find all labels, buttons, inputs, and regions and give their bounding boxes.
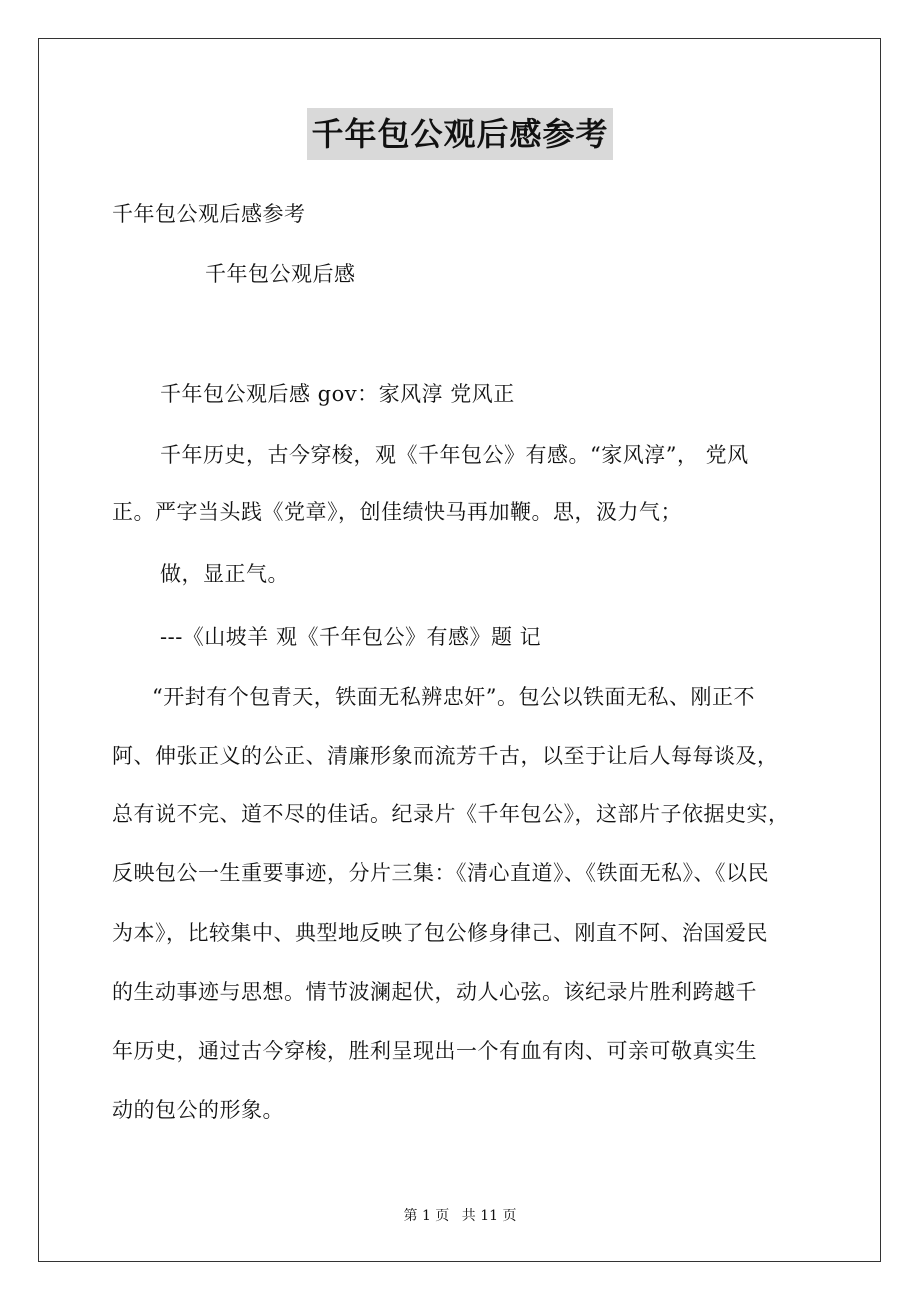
text-line-10: 为本》，比较集中、典型地反映了包公修身律己、刚直不阿、治国爱民 [112,921,768,945]
text-line-9: 反映包公一生重要事迹，分片三集：《清心直道》、《铁面无私》、《以民 [112,861,769,885]
subtitle: 千年包公观后感参考 [112,202,306,226]
page-number: 第 1 页 [403,1208,450,1224]
text-line-2: 千年历史，古今穿梭，观《千年包公》有感。“家风淳”， 党风 [160,443,749,467]
text-line-8: 总有说不完、道不尽的佳话。纪录片《千年包公》，这部片子依据史实， [112,802,790,826]
heading: 千年包公观后感 [205,262,356,286]
text-line-7: 阿、伸张正义的公正、清廉形象而流芳千古，以至于让后人每每谈及， [112,744,779,768]
document-title: 千年包公观后感参考 [307,108,612,160]
text-line-12: 年历史，通过古今穿梭，胜利呈现出一个有血有肉、可亲可敬真实生 [112,1039,757,1063]
text-line-3: 正。严字当头践《党章》，创佳绩快马再加鞭。思，汲力气； [112,500,682,524]
title-container [0,108,920,160]
text-line-11: 的生动事迹与思想。情节波澜起伏，动人心弦。该纪录片胜利跨越千 [112,980,757,1004]
text-line-6: “开封有个包青天，铁面无私辨忠奸”。包公以铁面无私、刚正不 [152,685,755,709]
text-line-1: 千年包公观后感 gov：家风淳 党风正 [160,382,515,406]
page-footer [0,1206,920,1226]
total-pages: 共 11 页 [461,1208,517,1224]
text-line-4: 做，显正气。 [160,562,289,586]
text-line-13: 动的包公的形象。 [112,1098,284,1122]
text-line-5: ---《山坡羊 观《千年包公》有感》题 记 [160,625,542,649]
